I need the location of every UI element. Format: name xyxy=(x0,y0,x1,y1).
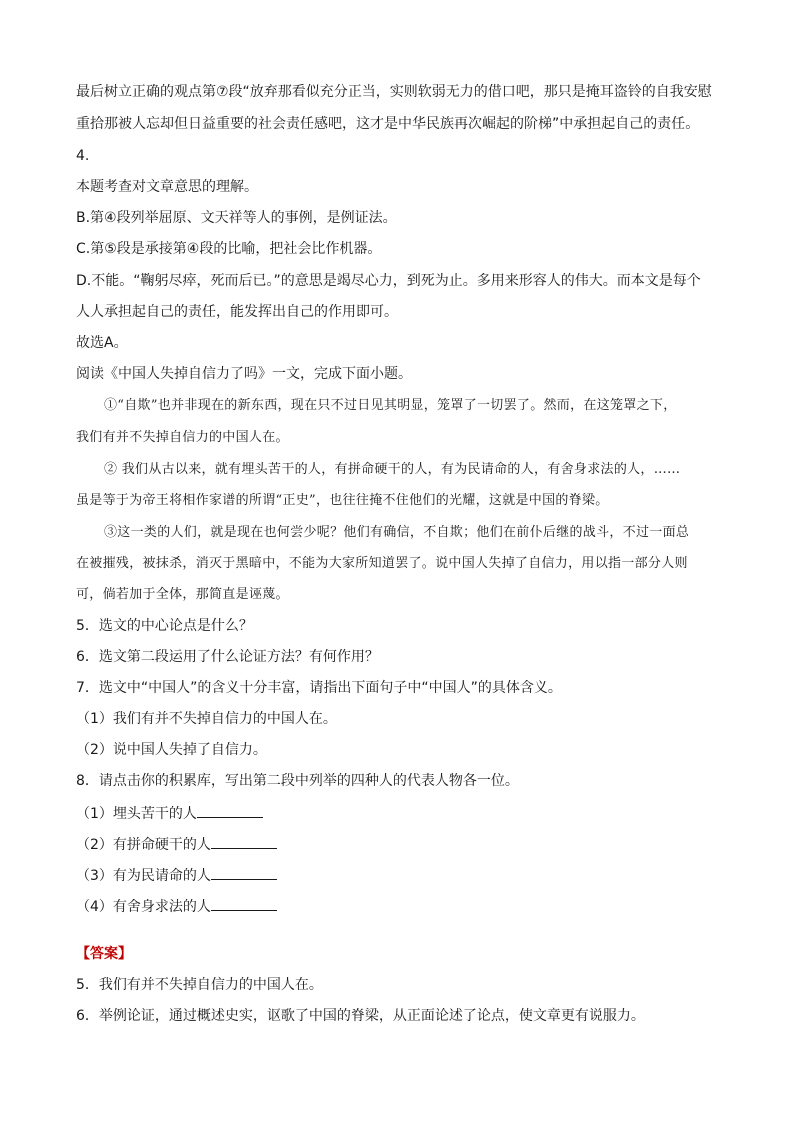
question-4-number: 4. xyxy=(76,148,90,164)
answer-blank[interactable] xyxy=(211,896,277,911)
question-7-sub-1: （1）我们有并不失掉自信力的中国人在。 xyxy=(76,711,337,727)
intro-line-1: 最后树立正确的观点第⑦段“放弃那看似充分正当，实则软弱无力的借口吧，那只是掩耳盗铃的自我安慰 xyxy=(76,84,712,100)
question-7-sub-2: （2）说中国人失掉了自信力。 xyxy=(76,742,267,758)
question-7: 7．选文中“中国人”的含义十分丰富，请指出下面句子中“中国人”的具体含义。 xyxy=(76,680,562,696)
q4-line-2: B.第④段列举屈原、文天祥等人的事例，是例证法。 xyxy=(76,210,397,226)
fill-item-label: （3）有为民请命的人 xyxy=(76,868,211,884)
q4-line-1: 本题考查对文章意思的理解。 xyxy=(76,179,258,195)
passage-line-5: ③这一类的人们，就是现在也何尝少呢？他们有确信，不自欺；他们在前仆后继的战斗，不过一面总 xyxy=(104,525,690,540)
fill-item-2 xyxy=(76,834,734,855)
fill-item-4 xyxy=(76,896,734,917)
answer-6: 6．举例论证，通过概述史实，讴歌了中国的脊梁，从正面论述了论点，使文章更有说服力。 xyxy=(76,1008,645,1024)
q4-line-6: 故选A。 xyxy=(76,335,128,351)
passage-line-1: ①“自欺”也并非现在的新东西，现在只不过日见其明显，笼罩了一切罢了。然而，在这笼罩之下， xyxy=(104,398,677,413)
reading-prompt: 阅读《中国人失掉自信力了吗》一文，完成下面小题。 xyxy=(76,366,412,382)
fill-item-label: （2）有拼命硬干的人 xyxy=(76,837,211,853)
answer-label: 【答案】 xyxy=(76,946,132,962)
answer-blank[interactable] xyxy=(197,803,263,818)
q4-line-5: 人人承担起自己的责任，能发挥出自己的作用即可。 xyxy=(76,304,398,320)
fill-item-1 xyxy=(76,803,734,824)
question-6: 6．选文第二段运用了什么论证方法？有何作用？ xyxy=(76,649,379,665)
passage-line-6: 在被摧残，被抹杀，消灭于黑暗中，不能为大家所知道罢了。说中国人失掉了自信力，用以指一部分人则 xyxy=(76,556,688,571)
passage-line-3: ② 我们从古以来，就有埋头苦干的人，有拼命硬干的人，有为民请命的人，有舍身求法的人，…… xyxy=(104,462,681,477)
answer-blank[interactable] xyxy=(211,834,277,849)
passage-line-2: 我们有并不失掉自信力的中国人在。 xyxy=(76,430,289,445)
passage-line-4: 虽是等于为帝王将相作家谱的所谓“正史”，也往往掩不住他们的光耀，这就是中国的脊梁。 xyxy=(76,493,609,508)
fill-item-label: （1）埋头苦干的人 xyxy=(76,806,197,822)
question-8: 8．请点击你的积累库，写出第二段中列举的四种人的代表人物各一位。 xyxy=(76,773,519,789)
answer-blank[interactable] xyxy=(211,865,277,880)
passage-line-7: 可，倘若加于全体，那简直是诬蔑。 xyxy=(76,587,289,602)
fill-item-3 xyxy=(76,865,734,886)
intro-line-2: 重拾那被人忘却但日益重要的社会责任感吧，这才是中华民族再次崛起的阶梯”中承担起自己的责任。 xyxy=(76,116,700,132)
fill-item-label: （4）有舍身求法的人 xyxy=(76,899,211,915)
q4-line-4: D.不能。“鞠躬尽瘁，死而后已。”的意思是竭尽心力，到死为止。多用来形容人的伟大。而本文是每个 xyxy=(76,273,701,289)
answer-5: 5．我们有并不失掉自信力的中国人在。 xyxy=(76,977,323,993)
q4-line-3: C.第⑤段是承接第④段的比喻，把社会比作机器。 xyxy=(76,241,382,257)
question-5: 5．选文的中心论点是什么？ xyxy=(76,618,253,634)
